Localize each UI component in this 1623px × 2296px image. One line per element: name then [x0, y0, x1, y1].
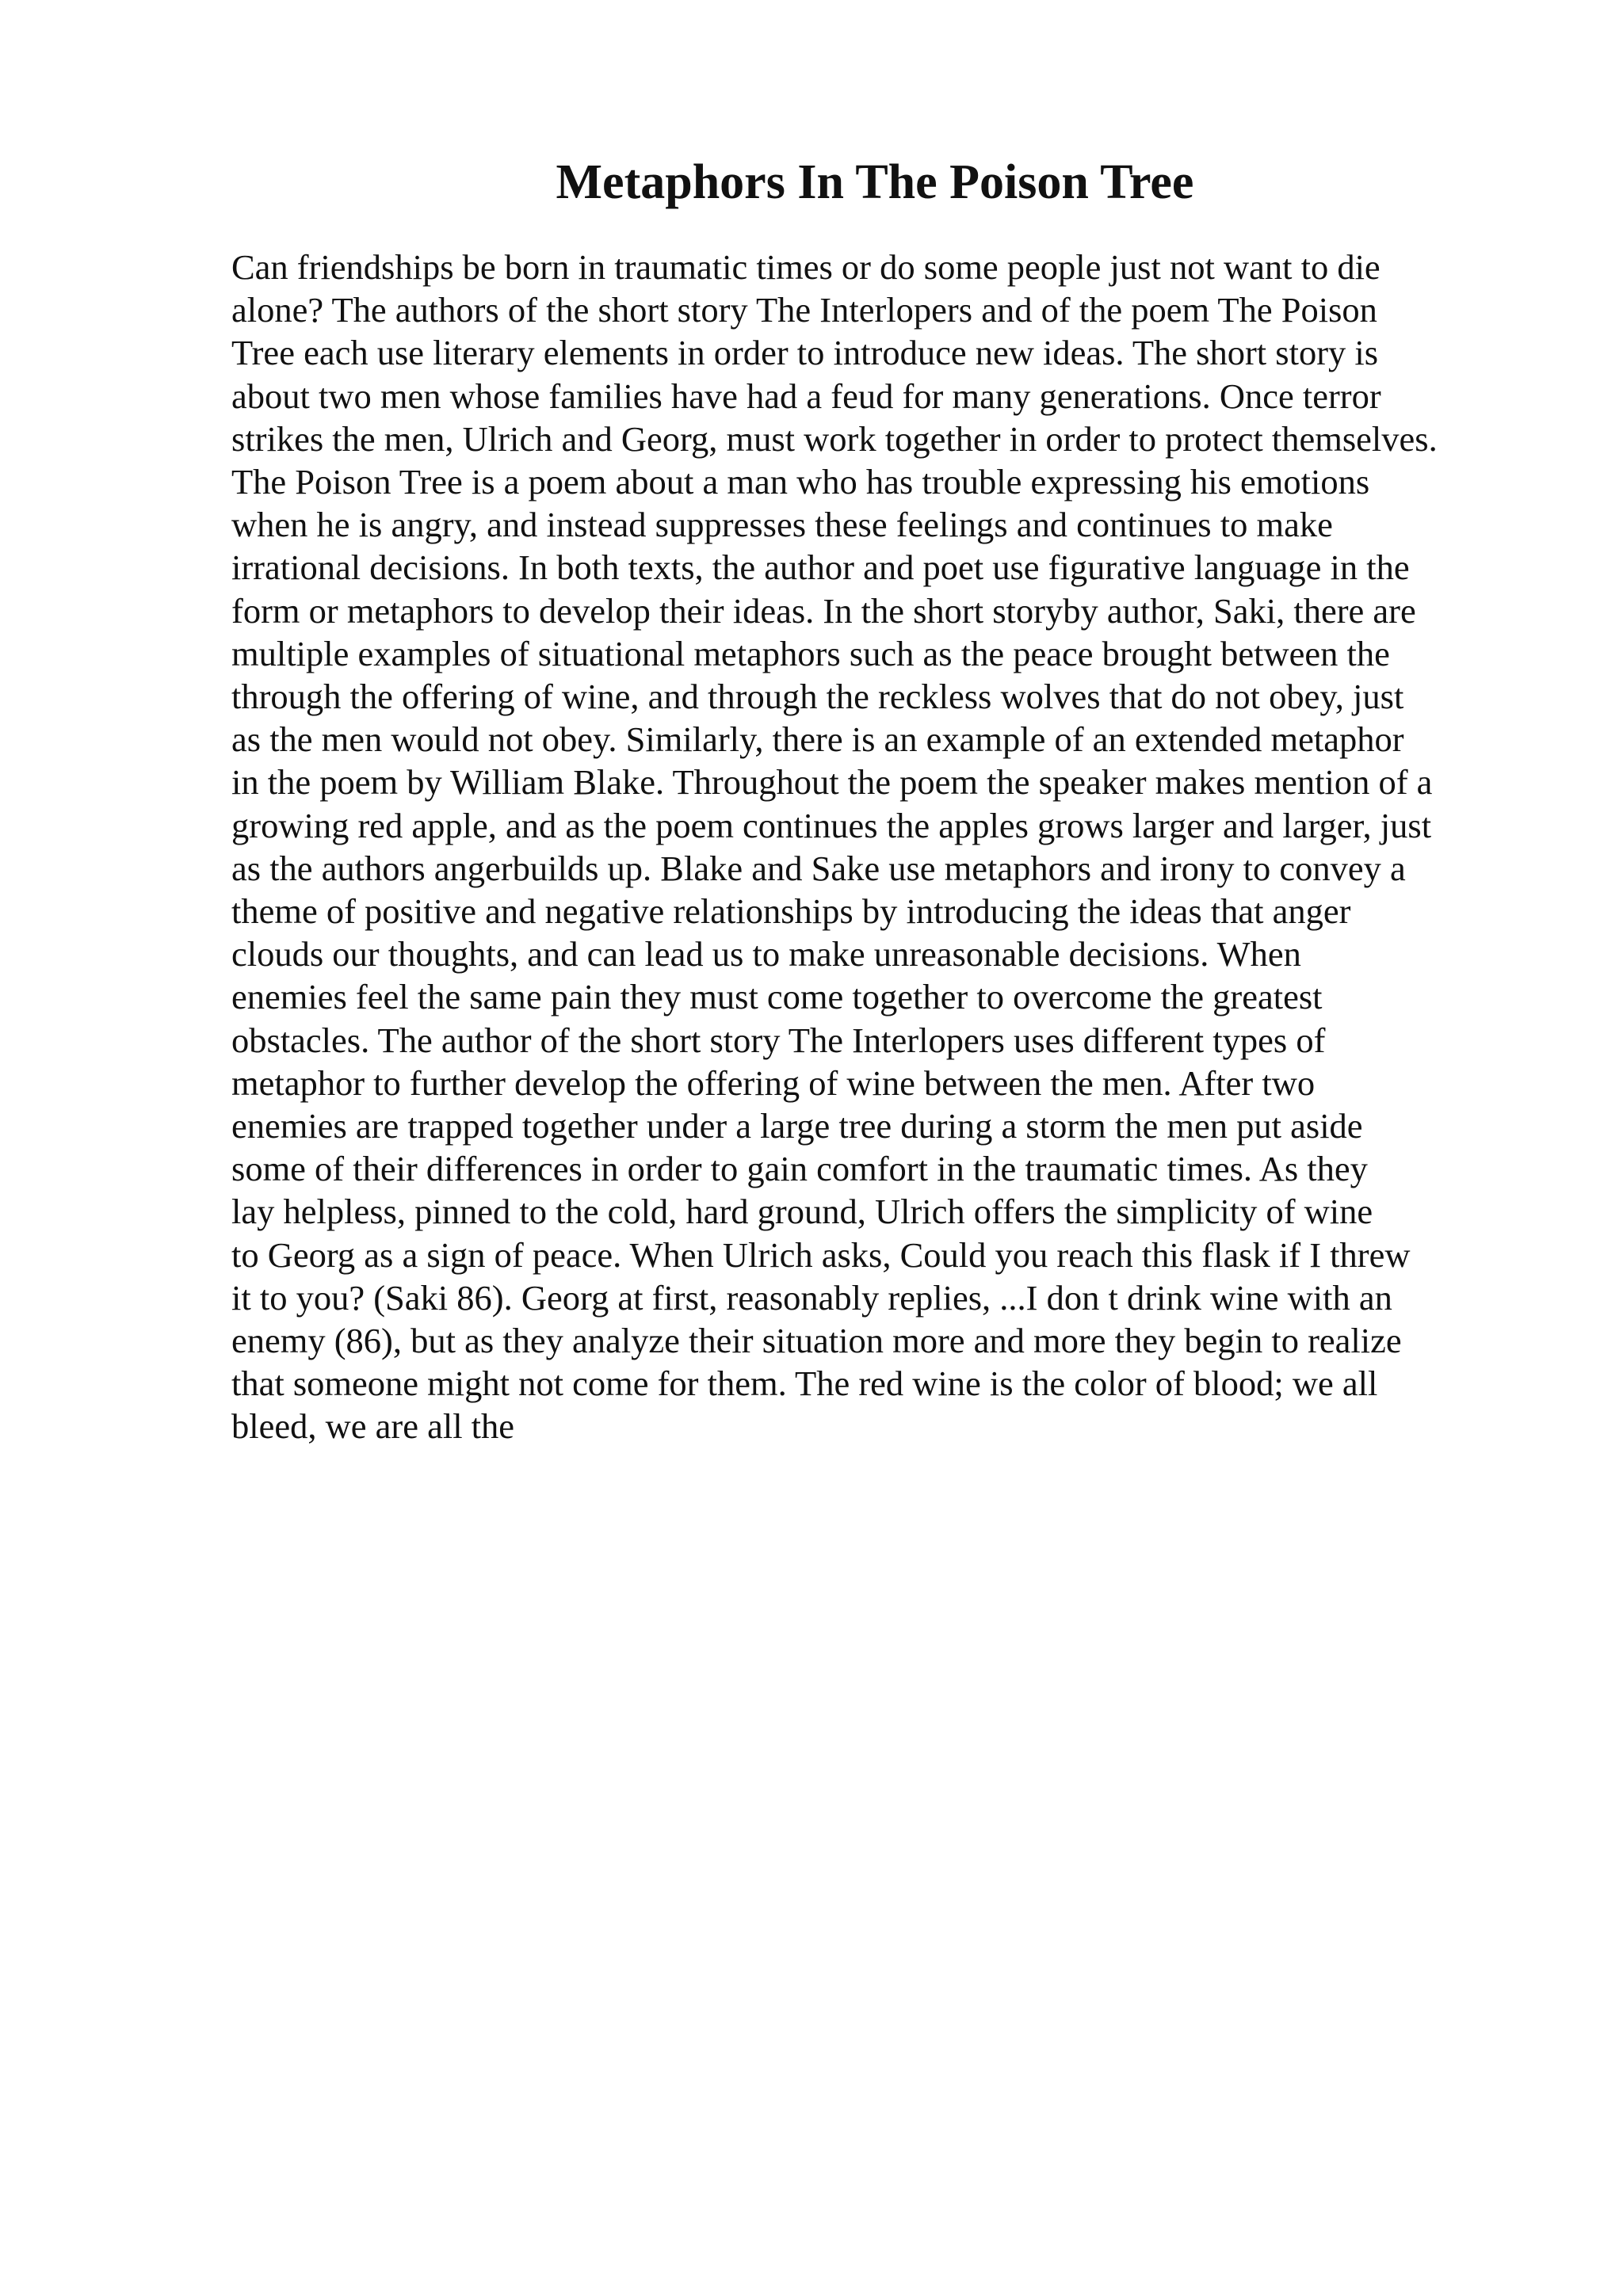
document-body — [231, 246, 1515, 1448]
body-line: as the authors angerbuilds up. Blake and Sake use metaphors and irony to convey a — [231, 848, 1406, 888]
body-line: about two men whose families have had a feud for many generations. Once terror — [231, 376, 1381, 416]
body-line: irrational decisions. In both texts, the author and poet use figurative language in the — [231, 547, 1410, 588]
body-line: growing red apple, and as the poem continues the apples grows larger and larger, just — [231, 805, 1432, 845]
body-line: strikes the men, Ulrich and Georg, must work together in order to protect themselves. — [231, 418, 1438, 459]
body-line: bleed, we are all the — [231, 1406, 515, 1447]
body-line: alone? The authors of the short story The Interlopers and of the poem The Poison — [231, 290, 1377, 330]
body-line: clouds our thoughts, and can lead us to make unreasonable decisions. When — [231, 934, 1301, 974]
body-line: Tree each use literary elements in order to introduce new ideas. The short story is — [231, 333, 1379, 373]
body-line: lay helpless, pinned to the cold, hard ground, Ulrich offers the simplicity of wine — [231, 1192, 1373, 1232]
body-line: it to you? (Saki 86). Georg at first, reasonably replies, ...I don t drink wine with an — [231, 1277, 1392, 1318]
body-line: enemies feel the same pain they must come together to overcome the greatest — [231, 977, 1323, 1017]
body-line: through the offering of wine, and through the reckless wolves that do not obey, just — [231, 677, 1404, 717]
body-line: some of their differences in order to gain comfort in the traumatic times. As they — [231, 1149, 1368, 1189]
body-line: metaphor to further develop the offering of wine between the men. After two — [231, 1062, 1316, 1103]
body-line: as the men would not obey. Similarly, there is an example of an extended metaphor — [231, 719, 1404, 760]
body-line: in the poem by William Blake. Throughout the poem the speaker makes mention of a — [231, 762, 1433, 803]
body-line: obstacles. The author of the short story The Interlopers uses different types of — [231, 1020, 1326, 1060]
body-line: to Georg as a sign of peace. When Ulrich asks, Could you reach this flask if I threw — [231, 1234, 1411, 1275]
body-line: multiple examples of situational metaphors such as the peace brought between the — [231, 633, 1390, 673]
body-line: theme of positive and negative relationships by introducing the ideas that anger — [231, 891, 1351, 932]
body-line: Can friendships be born in traumatic times or do some people just not want to die — [231, 247, 1381, 287]
body-line: enemies are trapped together under a large tree during a storm the men put aside — [231, 1106, 1363, 1146]
body-line: form or metaphors to develop their ideas. In the short storyby author, Saki, there are — [231, 590, 1416, 631]
document-title: Metaphors In The Poison Tree — [556, 155, 1194, 209]
body-line: enemy (86), but as they analyze their situation more and more they begin to realize — [231, 1321, 1402, 1361]
body-line: when he is angry, and instead suppresses these feelings and continues to make — [231, 505, 1333, 545]
body-line: that someone might not come for them. The red wine is the color of blood; we all — [231, 1363, 1378, 1404]
body-line: The Poison Tree is a poem about a man who has trouble expressing his emotions — [231, 462, 1370, 502]
